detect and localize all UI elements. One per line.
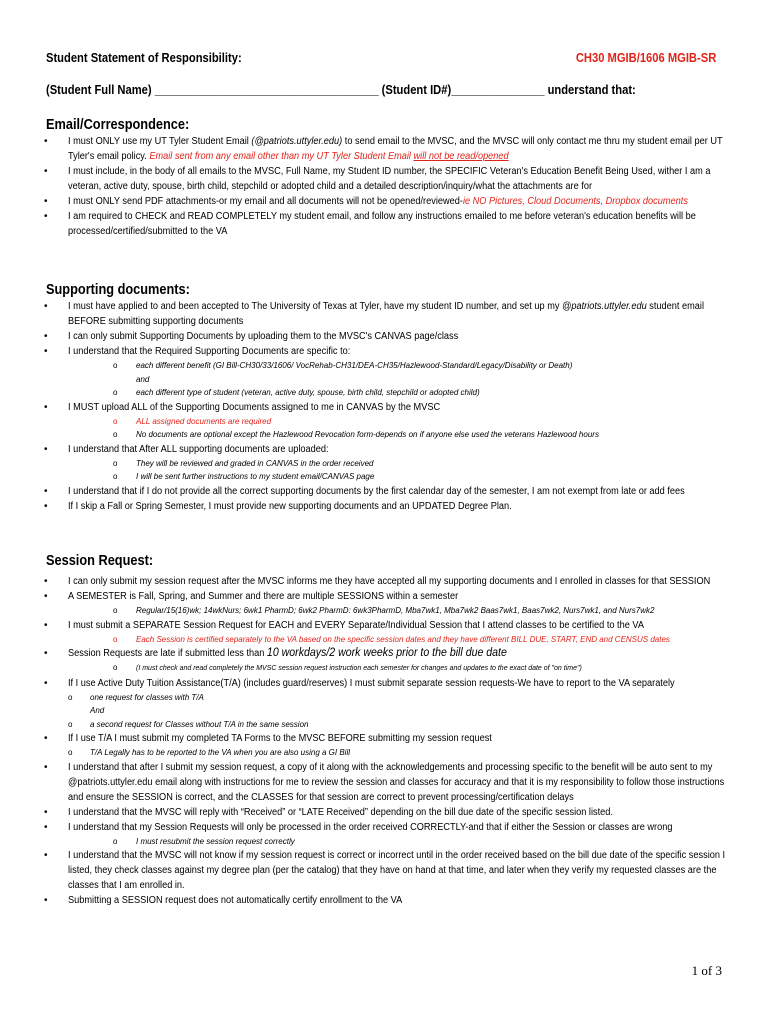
sub-item: o Regular/15(16)wk; 14wkNurs; 6wk1 PharmD; 6wk2 PharmD: 6wk3PharmD, Mba7wk1, Mba7wk2 Baas7wk1, Baas7wk2, Nurs7wk1, and Nurs7wk2 [113,606,655,615]
sub-item: o T/A Legally has to be reported to the VA when you are also using a GI Bill [68,748,351,757]
sub-item: o Each Session is certified separately to the VA based on the specific session dates and they have different BILL DUE, START, END and CENSUS dates [113,634,670,644]
sub-item: o I must resubmit the session request correctly [113,836,295,846]
list-item: • I understand that the MVSC will not know if my session request is correct or incorrect until in the order received based on the bill due date of the specific session I listed, they check classes against my degree plan (per the catalog) that they have on hand at that time, and later when they verify my requested classes are the classes that I am enrolled in. [44,850,726,891]
sub-item-and: And [90,706,105,715]
list-item: • I understand that if I do not provide all the correct supporting documents by the first calendar day of the semester, I am not exempt from late or add fees [44,485,685,497]
page-number: 1 of 3 [691,963,722,978]
list-item: • I must ONLY use my UT Tyler Student Email (@patriots.uttyler.edu) to send email to the MVSC, and the MVSC will only contact me thru my student email per UT Tyler's email policy. Email sent from any email other than my UT Tyler Student Email will not be read/opened [44,136,723,162]
sub-item: o (I must check and read completely the MVSC session request instruction each semester for changes and updates to the exact date of "on time") [113,663,582,672]
list-item: • I can only submit Supporting Documents by uploading them to the MVSC's CANVAS page/class [44,331,459,342]
list-item: • I am required to CHECK and READ COMPLETELY my student email, and follow any instructions emailed to me before veteran's education benefits will be processed/certified/submitted to the VA [44,211,696,237]
list-item: • If I use Active Duty Tuition Assistance(T/A) (includes guard/reserves) I must submit separate session requests-We have to report to the VA separately [44,677,675,689]
supporting-heading: Supporting documents: [46,282,190,298]
list-item: • If I use T/A I must submit my completed TA Forms to the MVSC BEFORE submitting my session request [44,733,492,744]
email-heading: Email/Correspondence: [46,117,190,133]
list-item: • I understand that after I submit my session request, a copy of it along with the acknowledgements and processing specific to the benefit will be auto sent to my @patriots.uttyler.edu email along with instructions for me to review the session and classes for accuracy and that it is my responsibility to follow those instructions and ensure the SESSION is correct, and the CLASSES for that session are correct to prevent processing/certification delays [44,761,725,803]
list-item: • I understand that the Required Supporting Documents are specific to: [44,346,351,357]
session-section [0,574,770,908]
sub-item: o No documents are optional except the Hazlewood Revocation form-depends on if anyone else used the veterans Hazlewood hours [113,430,599,439]
list-item: • I must have applied to and been accepted to The University of Texas at Tyler, have my student ID number, and set up my @patriots.uttyler.edu student email BEFORE submitting supporting documents [44,301,704,327]
session-heading: Session Request: [46,553,154,569]
list-item: • A SEMESTER is Fall, Spring, and Summer and there are multiple SESSIONS within a semester [44,591,459,602]
sub-item: o each different type of student (veteran, active duty, spouse, birth child, stepchild or adopted child) [113,388,480,397]
sub-item: o I will be sent further instructions to my student email/CANVAS page [113,472,375,481]
list-item: • I must ONLY send PDF attachments-or my email and all documents will not be opened/reviewed-ie NO Pictures, Cloud Documents, Dropbox documents [44,196,688,207]
list-item: • I must include, in the body of all emails to the MVSC, Full Name, my Student ID number, the SPECIFIC Veteran's Education Benefit Being Used, wither I am a veteran, active duty, spouse, birth child, stepchild or adopted child and a detailed description/inquiry/what the attachments are for [44,166,711,192]
sub-item: o one request for classes with T/A [68,692,204,702]
list-item: • I MUST upload ALL of the Supporting Documents assigned to me in CANVAS by the MVSC [44,401,441,413]
sub-item: o a second request for Classes without T/A in the same session [68,719,309,729]
list-item: • Session Requests are late if submitted less than 10 workdays/2 work weeks prior to the bill due date [44,647,507,659]
benefit-code: CH30 MGIB/1606 MGIB-SR [575,50,716,65]
email-section [0,134,770,239]
list-item: • I understand that After ALL supporting documents are uploaded: [44,443,329,455]
sub-item: o ALL assigned documents are required [113,416,272,426]
supporting-section [0,299,770,514]
list-item: • I must submit a SEPARATE Session Request for EACH and EVERY Separate/Individual Session that I attend classes to be certified to the VA [44,619,644,631]
list-item: • I understand that my Session Requests will only be processed in the order received CORRECTLY-and that if either the Session or classes are wrong [44,821,673,833]
sub-item: o each different benefit (GI Bill-CH30/33/1606/ VocRehab-CH31/DEA-CH35/Hazlewood-Standard/Legacy/Disability or Death) [113,361,573,370]
sub-item: o They will be reviewed and graded in CANVAS in the order received [113,458,374,468]
document-title: Student Statement of Responsibility: [46,50,242,65]
sub-item-and: and [136,374,150,384]
list-item: • I can only submit my session request after the MVSC informs me they have accepted all my supporting documents and I enrolled in classes for that SESSION [44,576,711,587]
list-item: • Submitting a SESSION request does not automatically certify enrollment to the VA [44,895,403,906]
list-item: • I understand that the MVSC will reply with “Received” or “LATE Received” depending on the bill due date of the specific session listed. [44,806,613,818]
student-name-line: (Student Full Name) ____________________________________ (Student ID#)_______________ understand that: [46,82,636,97]
list-item: • If I skip a Fall or Spring Semester, I must provide new supporting documents and an UPDATED Degree Plan. [44,500,512,512]
